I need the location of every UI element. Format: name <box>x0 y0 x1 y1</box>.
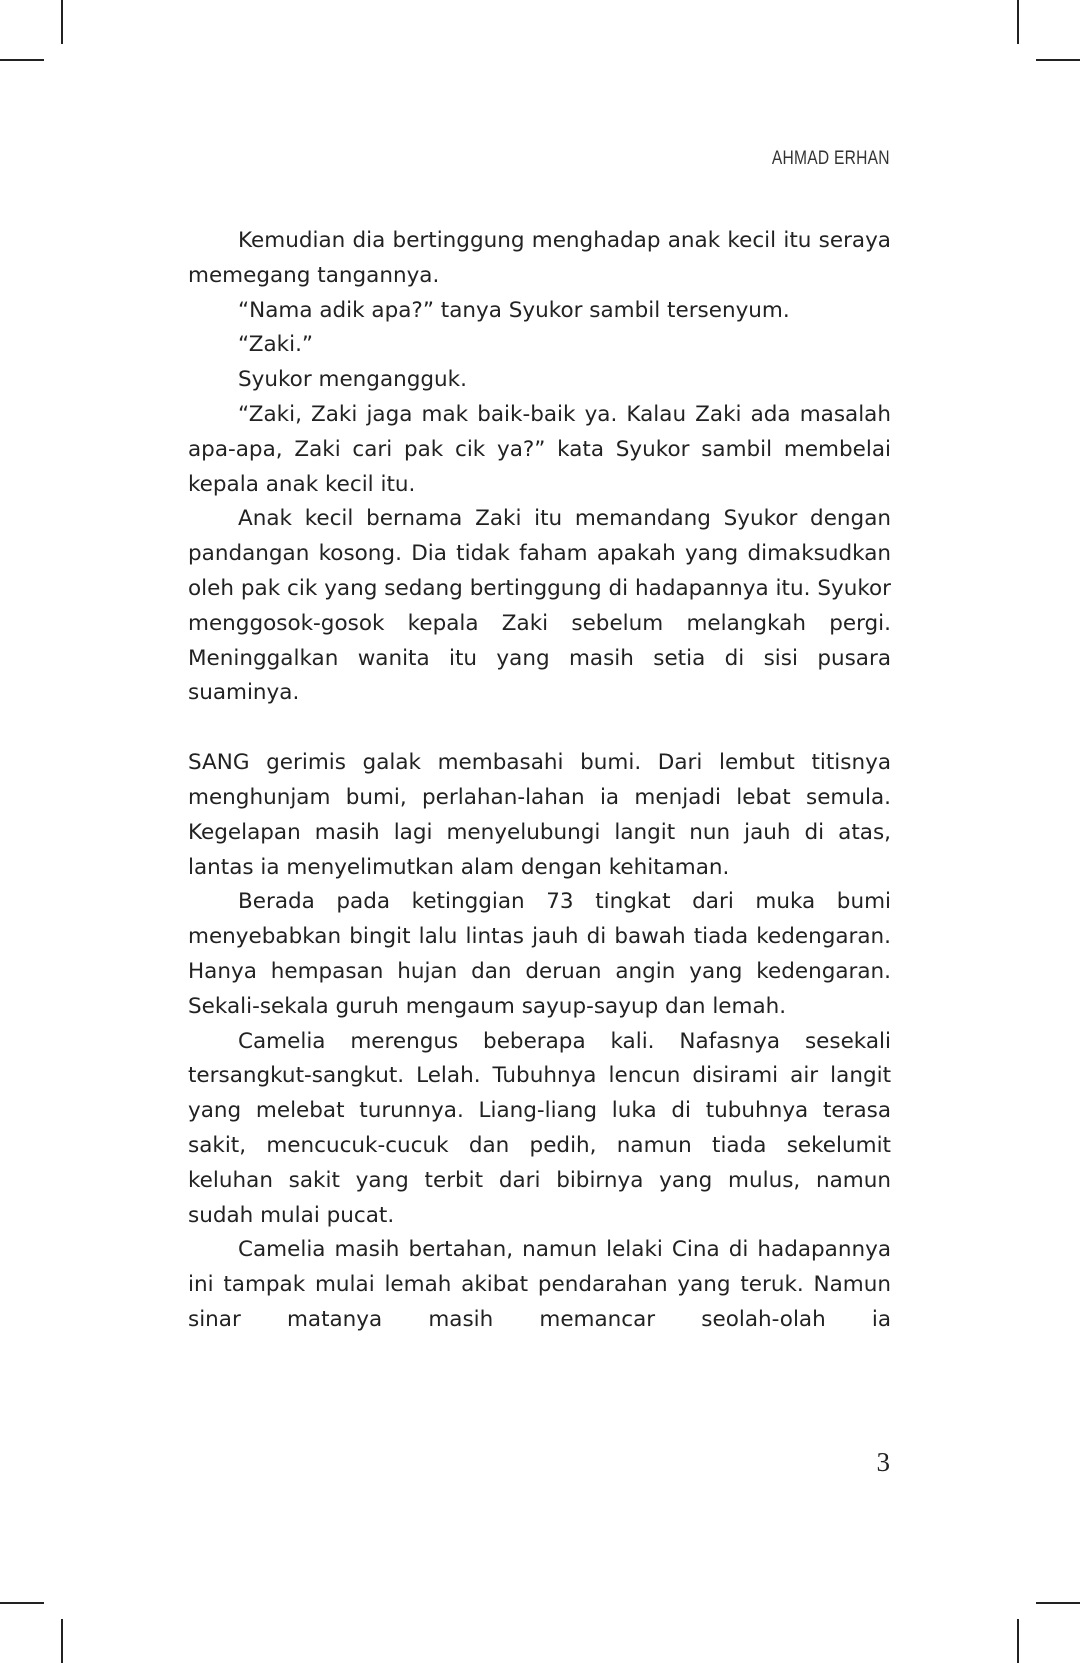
crop-mark-top-right-horizontal <box>1036 59 1080 61</box>
paragraph: “Nama adik apa?” tanya Syukor sambil tersenyum. <box>238 297 790 323</box>
running-head-author: AHMAD ERHAN <box>772 148 890 169</box>
crop-mark-top-left-vertical <box>61 0 63 44</box>
paragraph: Camelia merengus beberapa kali. Nafasnya sesekali tersangkut-sangkut. Lelah. Tubuhnya lencun disirami air langit yang melebat turunnya. Liang-liang luka di tubuhnya terasa sakit, mencucuk-cucuk dan pedih, namun tiada sekelumit keluhan sakit yang terbit dari bibirnya yang mulus, namun sudah mulai pucat. <box>188 1028 891 1228</box>
paragraph: Camelia masih bertahan, namun lelaki Cina di hadapannya ini tampak mulai lemah akibat pendarahan yang teruk. Namun sinar matanya masih memancar seolah-olah ia <box>188 1237 891 1332</box>
paragraph: “Zaki.” <box>238 332 314 358</box>
page-number: 3 <box>876 1447 890 1477</box>
crop-mark-bottom-left-horizontal <box>0 1602 44 1604</box>
crop-mark-bottom-right-horizontal <box>1036 1602 1080 1604</box>
paragraph: Syukor mengangguk. <box>238 367 467 393</box>
scene-break <box>188 711 891 746</box>
paragraph: Anak kecil bernama Zaki itu memandang Syukor dengan pandangan kosong. Dia tidak faham apakah yang dimaksudkan oleh pak cik yang sedang bertinggung di hadapannya itu. Syukor menggosok-gosok kepala Zaki sebelum melangkah pergi. Meninggalkan wanita itu yang masih setia di sisi pusara suaminya. <box>188 506 891 706</box>
paragraph: Berada pada ketinggian 73 tingkat dari muka bumi menyebabkan bingit lalu lintas jauh di bawah tiada kedengaran. Hanya hempasan hujan dan deruan angin yang kedengaran. Sekali-sekala guruh mengaum sayup-sayup dan lemah. <box>188 889 891 1019</box>
crop-mark-top-left-horizontal <box>0 59 44 61</box>
crop-mark-bottom-left-vertical <box>61 1619 63 1663</box>
paragraph: “Zaki, Zaki jaga mak baik-baik ya. Kalau Zaki ada masalah apa-apa, Zaki cari pak cik ya?” kata Syukor sambil membelai kepala anak kecil itu. <box>188 401 891 497</box>
crop-mark-top-right-vertical <box>1017 0 1019 44</box>
paragraph-scene-opening: SANG gerimis galak membasahi bumi. Dari lembut titisnya menghunjam bumi, perlahan-lahan ia menjadi lebat semula. Kegelapan masih lagi menyelubungi langit nun jauh di atas, lantas ia menyelimutkan alam dengan kehitaman. <box>188 750 891 880</box>
crop-mark-bottom-right-vertical <box>1017 1619 1019 1663</box>
paragraph: Kemudian dia bertinggung menghadap anak kecil itu seraya memegang tangannya. <box>188 228 891 288</box>
body-text <box>188 224 891 1338</box>
